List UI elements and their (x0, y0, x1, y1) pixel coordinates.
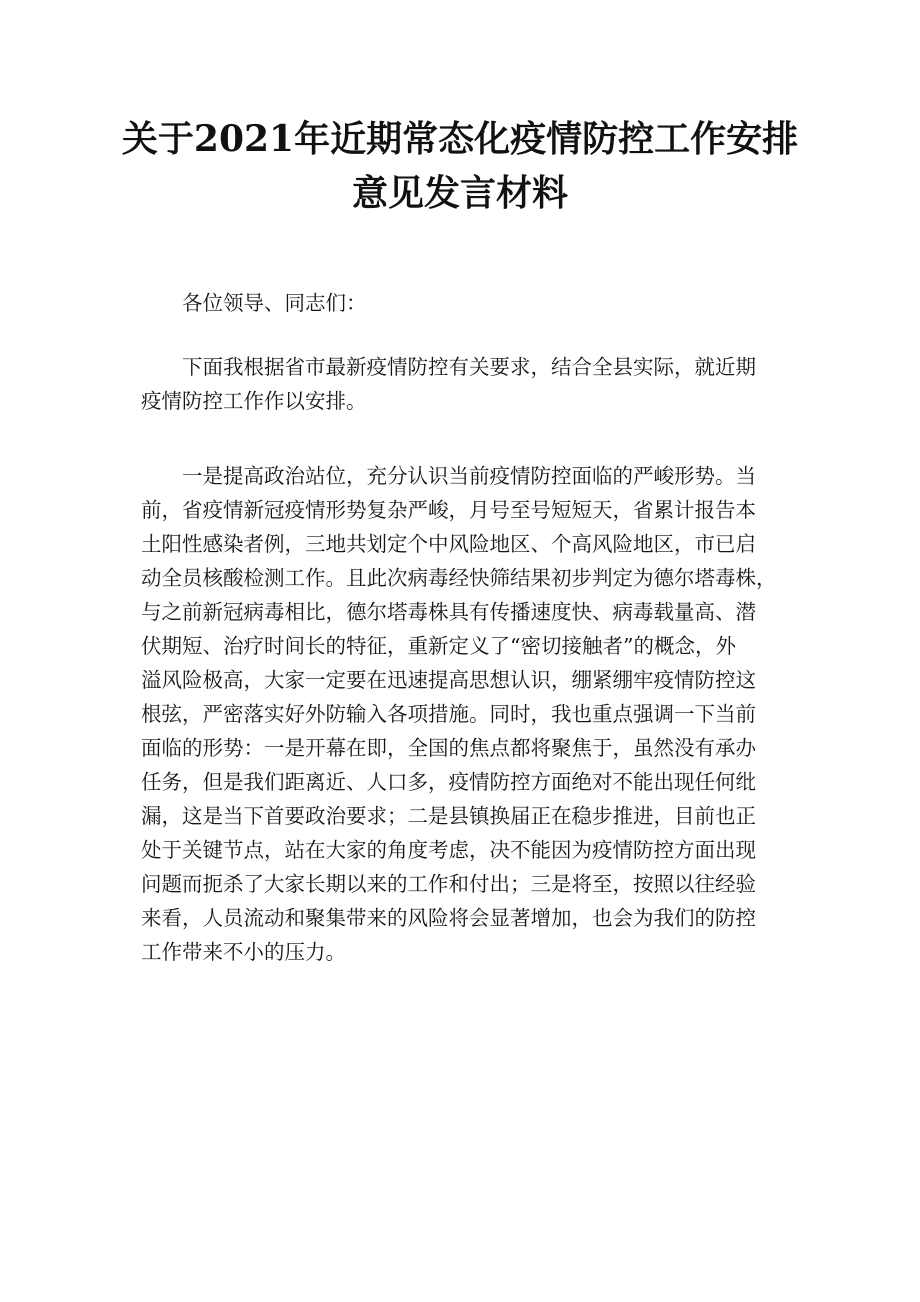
paragraph-line: 动全员核酸检测工作。且此次病毒经快筛结果初步判定为德尔塔毒株， (141, 566, 777, 590)
paragraph-line: 前，省疫情新冠疫情形势复杂严峻，月号至号短短天，省累计报告本 (141, 498, 756, 522)
paragraph-line: 下面我根据省市最新疫情防控有关要求，结合全县实际，就近期 (182, 355, 756, 379)
paragraph-line: 一是提高政治站位，充分认识当前疫情防控面临的严峻形势。当 (182, 464, 756, 488)
paragraph-situation (141, 459, 781, 969)
paragraph-line: 处于关键节点，站在大家的角度考虑，决不能因为疫情防控方面出现 (141, 838, 756, 862)
greeting: 各位领导、同志们： (182, 291, 367, 315)
paragraph-line: 与之前新冠病毒相比，德尔塔毒株具有传播速度快、病毒载量高、潜 (141, 600, 756, 624)
paragraph-line: 问题而扼杀了大家长期以来的工作和付出；三是将至，按照以往经验 (141, 872, 756, 896)
title-line: 关于2021年近期常态化疫情防控工作安排 (121, 118, 799, 160)
title-line: 意见发言材料 (351, 172, 568, 214)
paragraph-intro (141, 350, 781, 418)
paragraph-line: 任务，但是我们距离近、人口多，疫情防控方面绝对不能出现任何纰 (141, 770, 756, 794)
paragraph-line: 溢风险极高，大家一定要在迅速提高思想认识，绷紧绷牢疫情防控这 (141, 668, 756, 692)
paragraph-line: 工作带来不小的压力。 (141, 940, 346, 964)
document-title (110, 112, 810, 220)
paragraph-line: 来看，人员流动和聚集带来的风险将会显著增加，也会为我们的防控 (141, 906, 756, 930)
paragraph-line: 土阳性感染者例，三地共划定个中风险地区、个高风险地区，市已启 (141, 532, 756, 556)
paragraph-line: 伏期短、治疗时间长的特征，重新定义了“密切接触者”的概念，外 (141, 634, 736, 658)
paragraph-line: 疫情防控工作作以安排。 (141, 389, 367, 413)
paragraph-line: 漏，这是当下首要政治要求；二是县镇换届正在稳步推进，目前也正 (141, 804, 756, 828)
paragraph-line: 面临的形势：一是开幕在即，全国的焦点都将聚焦于，虽然没有承办 (141, 736, 756, 760)
paragraph-line: 根弦，严密落实好外防输入各项措施。同时，我也重点强调一下当前 (141, 702, 756, 726)
